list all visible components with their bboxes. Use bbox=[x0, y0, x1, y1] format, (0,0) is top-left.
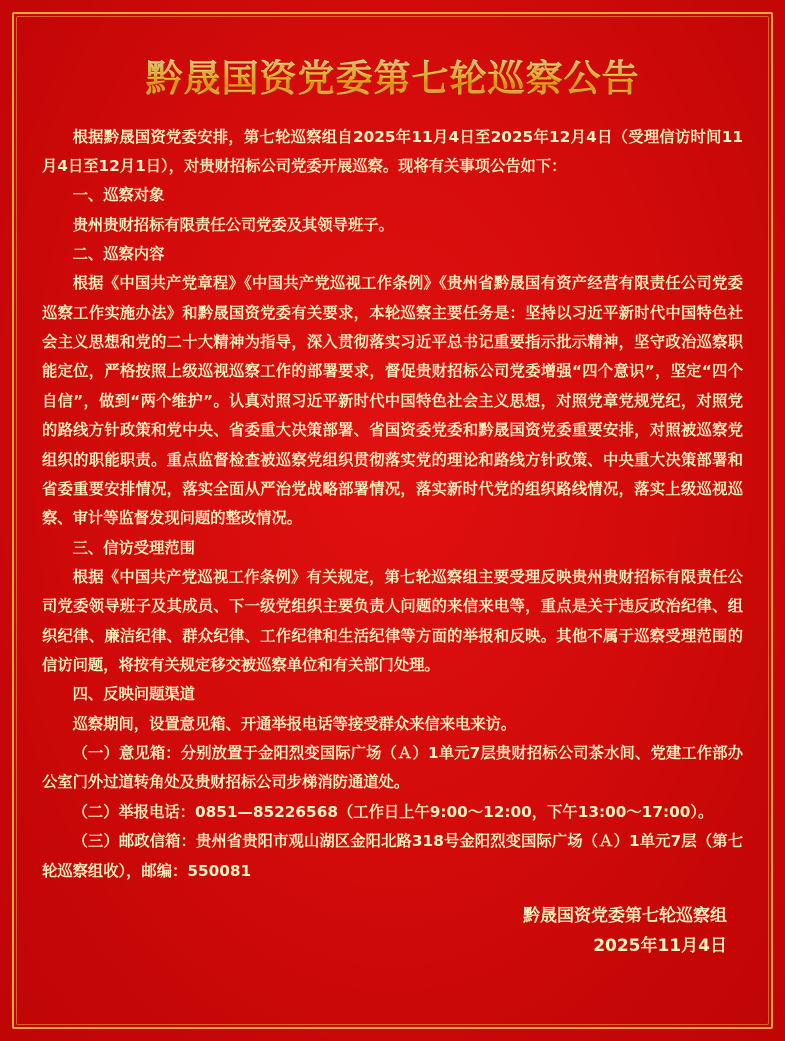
paragraph-section-4-body: 巡察期间，设置意见箱、开通举报电话等接受群众来信来电来访。 bbox=[72, 714, 517, 733]
channel-postal-mailbox: （三）邮政信箱：贵州省贵阳市观山湖区金阳北路318号金阳烈变国际广场（Ａ）1单元7层（第七轮巡察组收），邮编：550081 bbox=[42, 832, 743, 880]
poster-content bbox=[16, 18, 769, 961]
paragraph-section-1-body: 贵州贵财招标有限责任公司党委及其领导班子。 bbox=[72, 215, 394, 234]
section-heading-1: 一、巡察对象 bbox=[72, 186, 165, 205]
channel-suggestion-box: （一）意见箱：分别放置于金阳烈变国际广场（Ａ）1单元7层贵财招标公司茶水间、党建工作部办公室门外过道转角处及贵财招标公司步梯消防通道处。 bbox=[42, 744, 743, 792]
section-heading-3: 三、信访受理范围 bbox=[72, 538, 195, 557]
paragraph-intro: 根据黔晟国资党委安排，第七轮巡察组自2025年11月4日至2025年12月4日（受理信访时间11月4日至12月1日），对贵财招标公司党委开展巡察。现将有关事项公告如下： bbox=[42, 127, 743, 175]
paragraph-section-2-body: 根据《中国共产党章程》《中国共产党巡视工作条例》《贵州省黔晟国有资产经营有限责任公司党委巡察工作实施办法》和黔晟国资党委有关要求，本轮巡察主要任务是：坚持以习近平新时代中国特色社会主义思想和党的二十大精神为指导，深入贯彻落实习近平总书记重要指示批示精神，坚守政治巡察职能定位，严格按照上级巡视巡察工作的部署要求，督促贵财招标公司党委增强“四个意识”，坚定“四个自信”，做到“两个维护”。认真对照习近平新时代中国特色社会主义思想，对照党章党规党纪，对照党的路线方针政策和党中央、省委重大决策部署、省国资委党委和黔晟国资党委重要安排，对照被巡察党组织的职能职责。重点监督检查被巡察党组织贯彻落实党的理论和路线方针政策、中央重大决策部署和省委重要安排情况，落实全面从严治党战略部署情况，落实新时代党的组织路线情况，落实上级巡视巡察、审计等监督发现问题的整改情况。 bbox=[42, 274, 743, 528]
section-heading-2: 二、巡察内容 bbox=[72, 244, 165, 263]
signature-block bbox=[42, 902, 743, 962]
section-heading-4: 四、反映问题渠道 bbox=[72, 685, 195, 704]
signature-organization: 黔晟国资党委第七轮巡察组 bbox=[523, 905, 727, 926]
signature-date: 2025年11月4日 bbox=[593, 935, 727, 956]
page-title: 黔晟国资党委第七轮巡察公告 bbox=[42, 58, 743, 101]
announcement-body bbox=[42, 123, 743, 886]
paragraph-section-3-body: 根据《中国共产党巡视工作条例》有关规定，第七轮巡察组主要受理反映贵州贵财招标有限责任公司党委领导班子及其成员、下一级党组织主要负责人问题的来信来电等，重点是关于违反政治纪律、组织纪律、廉洁纪律、群众纪律、工作纪律和生活纪律等方面的举报和反映。其他不属于巡察受理范围的信访问题，将按有关规定移交被巡察单位和有关部门处理。 bbox=[42, 567, 743, 675]
channel-report-phone: （二）举报电话：0851—85226568（工作日上午9:00～12:00，下午13:00～17:00）。 bbox=[72, 802, 714, 821]
